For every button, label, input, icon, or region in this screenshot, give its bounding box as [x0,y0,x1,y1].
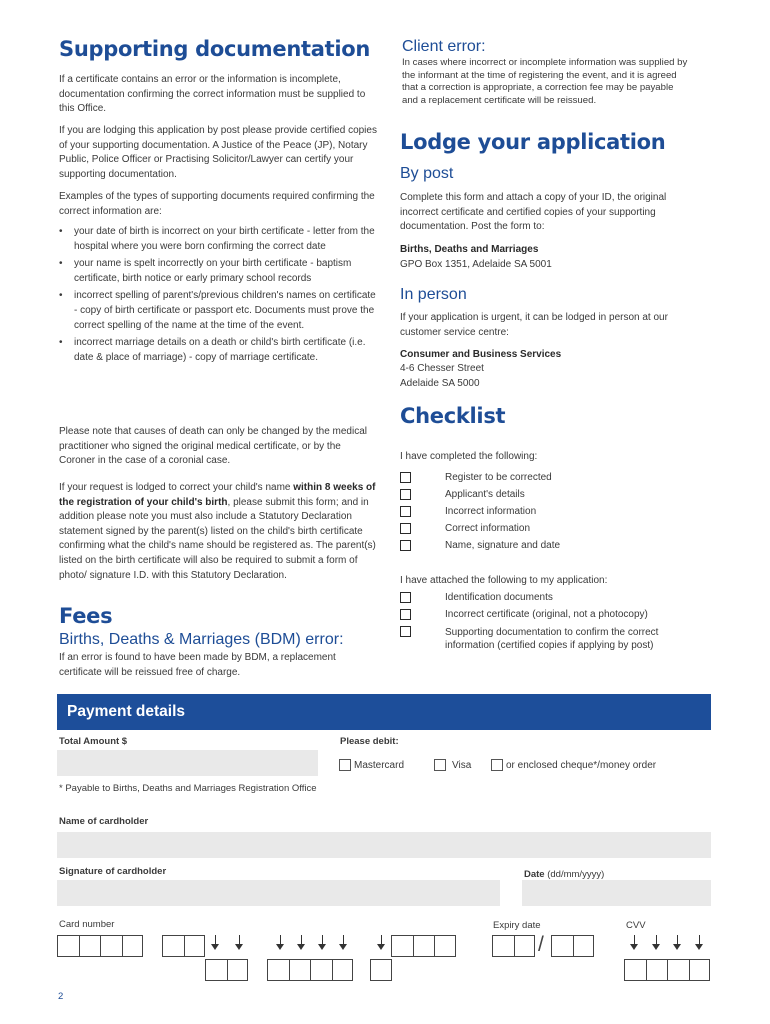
cardholder-signature-label: Signature of cardholder [59,866,167,877]
arrow-down-icon [652,935,660,951]
checklist-label: Identification documents [445,592,553,603]
expiry-date-label: Expiry date [493,920,541,931]
digit-box[interactable] [551,935,573,957]
list-item: • your date of birth is incorrect on your birth certificate - letter from the hospital where you were born confirming the correct date [59,225,377,254]
digit-box[interactable] [100,935,122,957]
child-name-text-a: If your request is lodged to correct your child's name [59,482,294,493]
person-organisation: Consumer and Business Services [400,349,562,360]
checklist-label: Supporting documentation to confirm the correct information (certified copies if applying by post) [445,627,659,651]
digit-box[interactable] [289,959,311,981]
checklist-checkbox[interactable] [400,489,411,500]
date-format-hint: (dd/mm/yyyy) [547,869,605,880]
cardholder-name-field[interactable] [57,832,711,858]
digit-box[interactable] [267,959,289,981]
digit-box[interactable] [514,935,536,957]
visa-label: Visa [452,760,472,771]
card-number-group-1[interactable] [57,935,143,957]
child-name-text-b: , please submit this form; and in addition please note you must also include a Statutory Declaration statement signed by the parent(s) listed on the child's birth certificate confirming what the child's name should be registered as. The parent(s) listed on the birth certificate will also be required to submit a form of photo/ signature I.D. with this Statutory Declaration. [59,496,376,581]
arrow-down-icon [211,935,219,951]
digit-box[interactable] [413,935,435,957]
checklist-checkbox[interactable] [400,626,411,637]
cvv-label: CVV [626,920,646,931]
digit-box[interactable] [332,959,354,981]
checklist-label: Applicant's details [445,489,525,500]
digit-box[interactable] [667,959,689,981]
checklist-label: Incorrect information [445,506,537,517]
cheque-label: or enclosed cheque*/money order [506,760,657,771]
arrow-down-icon [297,935,305,951]
supporting-paragraph-1: If a certificate contains an error or the information is incomplete, documentation confirming the correct information must be supplied to this Office. [59,74,366,115]
digit-box[interactable] [689,959,711,981]
digit-box[interactable] [573,935,595,957]
checklist-checkbox[interactable] [400,523,411,534]
client-error-text: In cases where incorrect or incomplete information was supplied by the informant at the time of registering the event, and it is agreed that a correction is appropriate, a correction fee may be payable and a replacement certificate will be reissued. [402,57,688,107]
list-item: • incorrect marriage details on a death or child's birth certificate (i.e. date & place of marriage) - copy of marriage certificate. [59,336,377,365]
arrow-down-icon [377,935,385,951]
checklist-heading: Checklist [400,404,506,428]
checklist-label: Name, signature and date [445,540,561,551]
digit-box[interactable] [624,959,646,981]
cvv-boxes[interactable] [624,959,710,981]
lodge-application-heading: Lodge your application [400,130,666,154]
cause-of-death-note: Please note that causes of death can only be changed by the medical practitioner who signed the original medical certificate, or by the Coroner in the case of a coronial case. [59,426,367,467]
expiry-month[interactable] [492,935,535,957]
fees-heading: Fees [59,604,113,628]
checklist-checkbox[interactable] [400,609,411,620]
card-number-group-3[interactable] [391,935,456,957]
card-number-group-4[interactable] [205,959,248,981]
checklist-checkbox[interactable] [400,472,411,483]
by-post-heading: By post [400,165,454,182]
total-amount-field[interactable] [57,750,318,776]
digit-box[interactable] [370,959,392,981]
card-number-label: Card number [59,919,115,930]
arrow-down-icon [276,935,284,951]
date-field[interactable] [522,880,711,906]
digit-box[interactable] [122,935,144,957]
bdm-error-heading: Births, Deaths & Marriages (BDM) error: [59,631,344,648]
supporting-paragraph-2: If you are lodging this application by post please provide certified copies of your supporting documentation. A Justice of the Peace (JP), Notary Public, Police Officer or Practising Solicitor/Lawyer can certify your supporting documentation. [59,125,377,180]
mastercard-checkbox[interactable] [339,759,351,771]
digit-box[interactable] [492,935,514,957]
digit-box[interactable] [391,935,413,957]
digit-box[interactable] [57,935,79,957]
supporting-documentation-heading: Supporting documentation [59,37,371,61]
arrow-down-icon [630,935,638,951]
arrow-down-icon [673,935,681,951]
in-person-text: If your application is urgent, it can be lodged in person at our customer service centre: [400,312,668,338]
checklist-label: Register to be corrected [445,472,552,483]
digit-box[interactable] [310,959,332,981]
checklist-checkbox[interactable] [400,592,411,603]
child-name-paragraph [59,481,377,583]
cheque-checkbox[interactable] [491,759,503,771]
cardholder-signature-field[interactable] [57,880,500,906]
expiry-separator: / [538,933,544,956]
card-number-group-5[interactable] [267,959,353,981]
total-amount-label: Total Amount $ [59,736,128,747]
attached-intro: I have attached the following to my application: [400,575,608,586]
supporting-examples-list [59,225,377,368]
digit-box[interactable] [227,959,249,981]
child-name-text-bold: within 8 weeks of the registration of your child's birth [59,482,376,508]
bdm-error-text: If an error is found to have been made by BDM, a replacement certificate will be reissued free of charge. [59,652,336,678]
digit-box[interactable] [79,935,101,957]
digit-box[interactable] [434,935,456,957]
checklist-checkbox[interactable] [400,540,411,551]
date-label: Date [524,869,545,880]
visa-checkbox[interactable] [434,759,446,771]
please-debit-label: Please debit: [340,736,399,747]
supporting-paragraph-3: Examples of the types of supporting documents required confirming the correct information are: [59,191,375,217]
person-address-line-2: Adelaide SA 5000 [400,378,480,389]
in-person-heading: In person [400,286,467,303]
by-post-text: Complete this form and attach a copy of your ID, the original incorrect certificate and certified copies of your supporting documentation. Post the form to: [400,192,667,233]
digit-box[interactable] [205,959,227,981]
mastercard-label: Mastercard [354,760,405,771]
card-number-group-2[interactable] [162,935,205,957]
checklist-label: Incorrect certificate (original, not a photocopy) [445,609,648,620]
checklist-checkbox[interactable] [400,506,411,517]
date-label-group [524,869,604,880]
completed-intro: I have completed the following: [400,451,538,462]
digit-box[interactable] [162,935,184,957]
arrow-down-icon [318,935,326,951]
digit-box[interactable] [646,959,668,981]
arrow-down-icon [339,935,347,951]
client-error-heading: Client error: [402,38,486,55]
page-number: 2 [58,991,64,1002]
post-organisation: Births, Deaths and Marriages [400,244,539,255]
checklist-label: Correct information [445,523,531,534]
arrow-down-icon [695,935,703,951]
post-address: GPO Box 1351, Adelaide SA 5001 [400,259,552,270]
arrow-down-icon [235,935,243,951]
cardholder-name-label: Name of cardholder [59,816,149,827]
digit-box[interactable] [184,935,206,957]
list-item: • your name is spelt incorrectly on your birth certificate - baptism certificate, birth notice or early primary school records [59,257,377,286]
payable-note: * Payable to Births, Deaths and Marriages Registration Office [59,783,317,794]
card-number-group-6[interactable] [370,959,392,981]
expiry-year[interactable] [551,935,594,957]
payment-details-banner [57,694,711,730]
payment-details-heading: Payment details [67,703,186,720]
person-address-line-1: 4-6 Chesser Street [400,363,484,374]
list-item: • incorrect spelling of parent's/previous children's names on certificate - copy of birth certificate or passport etc. Documents must prove the correct spelling of the name at the time of the event. [59,289,377,333]
